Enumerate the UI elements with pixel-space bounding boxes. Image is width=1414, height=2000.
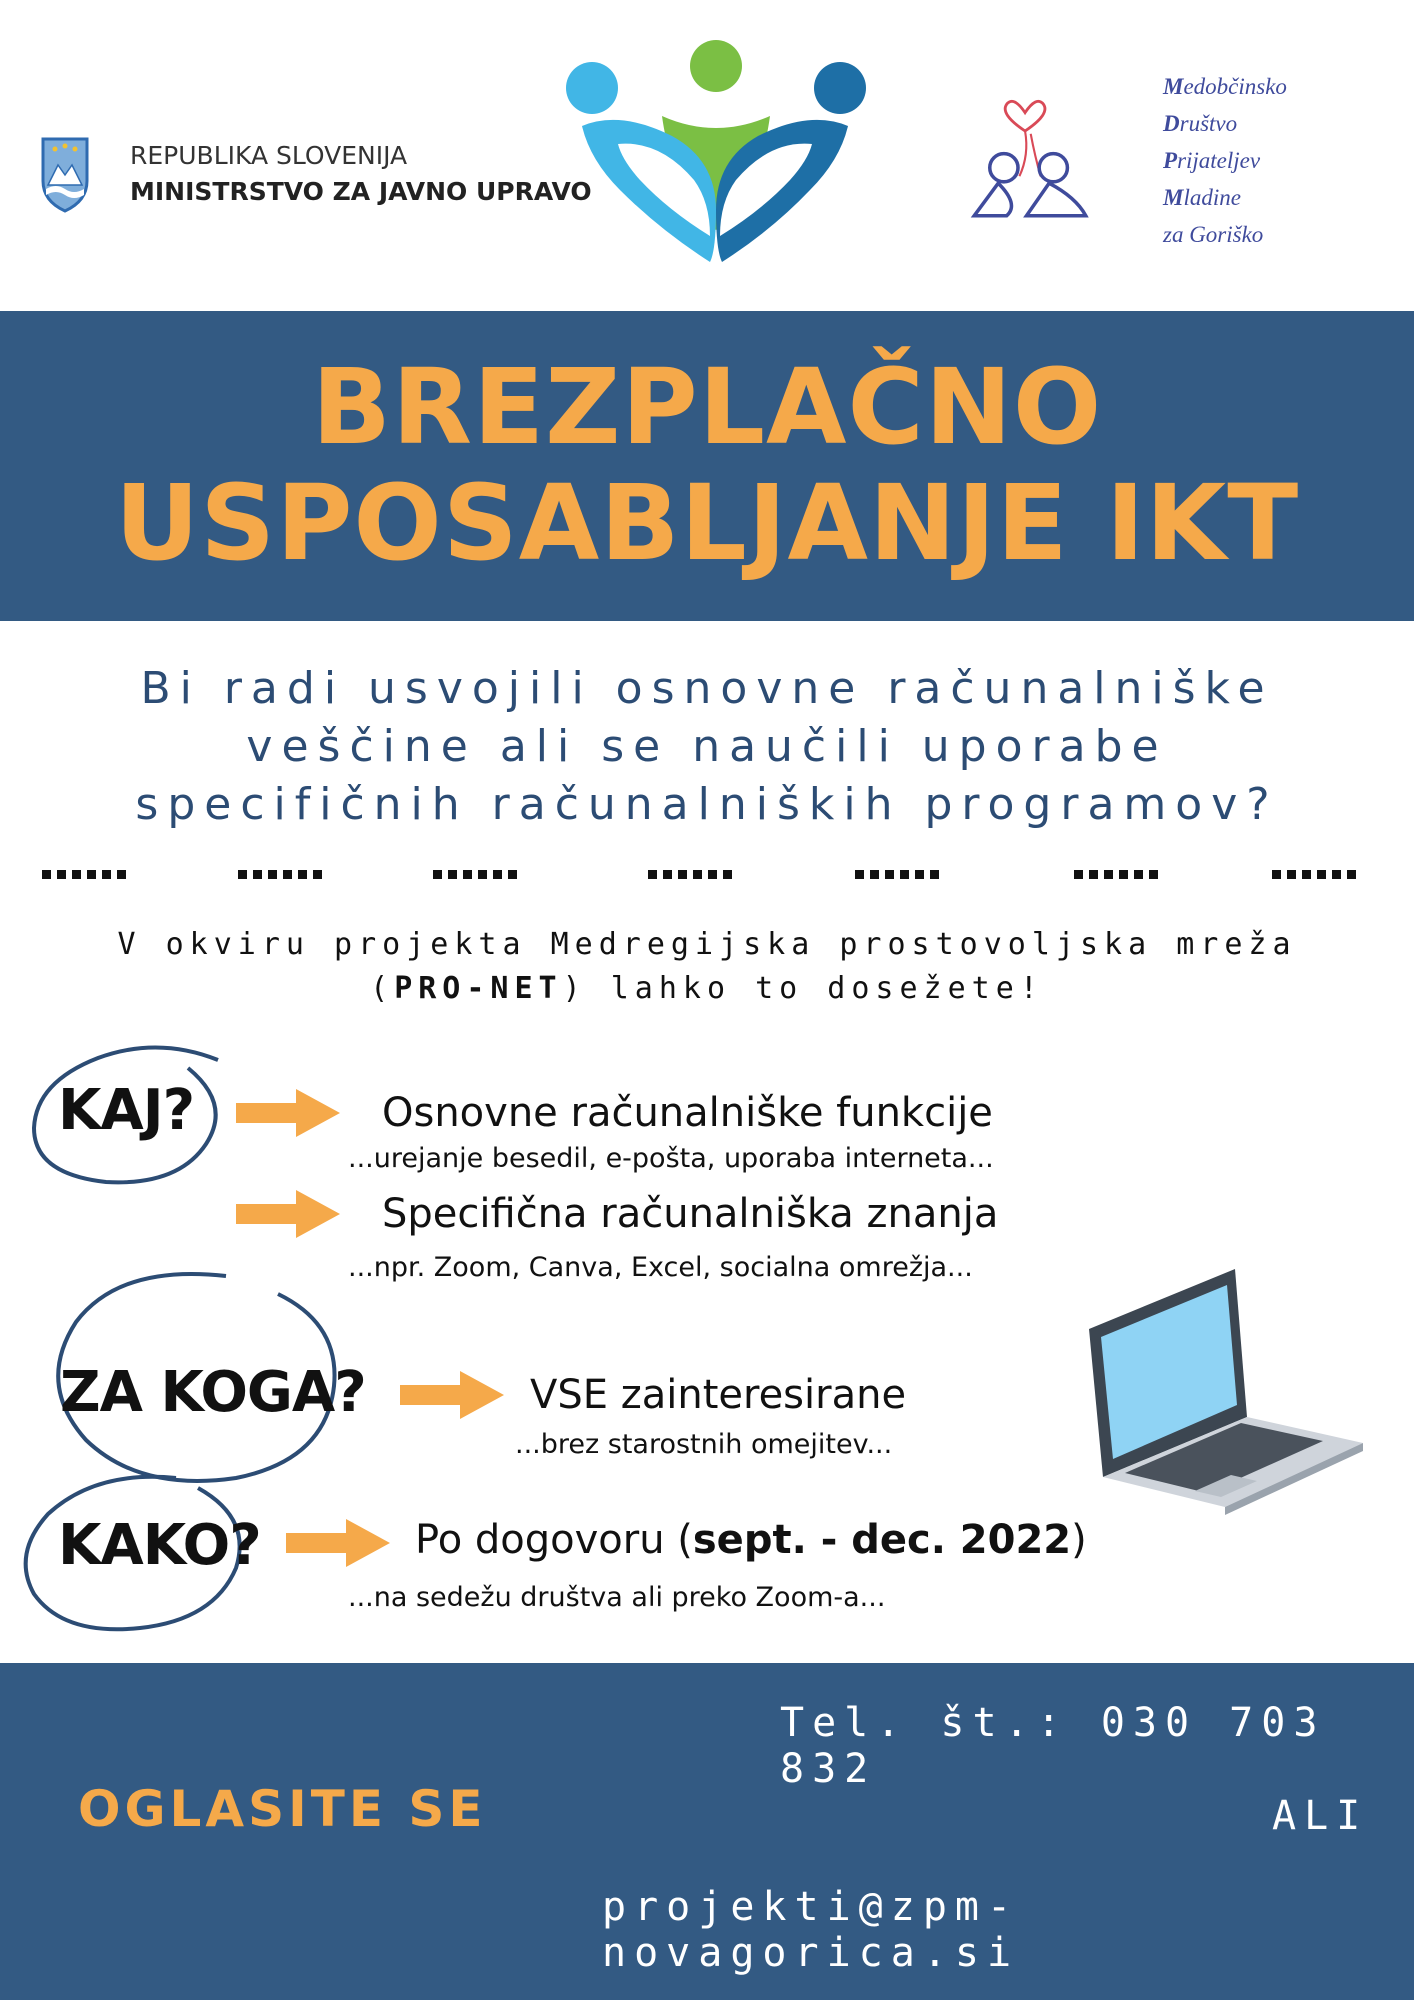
assoc-initial: M [1163, 74, 1184, 99]
kako-detail: ...na sedežu društva ali preko Zoom-a... [348, 1582, 886, 1613]
ministry-country: REPUBLIKA SLOVENIJA [130, 141, 408, 170]
project-line-2 [0, 967, 1414, 1011]
association-logo-icon [970, 65, 1090, 245]
project-line-1: V okviru projekta Medregijska prostovoljska mreža [117, 927, 1297, 962]
assoc-word: za Goriško [1163, 222, 1264, 247]
kako-label: KAKO? [58, 1513, 261, 1578]
arrow-right-icon [400, 1371, 504, 1419]
assoc-initial: D [1163, 111, 1180, 136]
laptop-icon [1085, 1255, 1365, 1515]
kaj-item1-title: Osnovne računalniške funkcije [382, 1090, 993, 1136]
za-koga-label: ZA KOGA? [60, 1360, 366, 1425]
dotted-divider [0, 870, 1414, 884]
people-heart-logo-icon [560, 40, 870, 270]
assoc-word: ladine [1183, 185, 1241, 210]
za-koga-title: VSE zainteresirane [530, 1372, 907, 1418]
phone-number: Tel. št.: 030 703 832 [780, 1700, 1326, 1792]
title-line-1: BREZPLAČNO [311, 346, 1103, 468]
question-line: Bi radi usvojili osnovne računalniške [140, 663, 1274, 714]
kako-date-range: sept. - dec. 2022 [692, 1517, 1072, 1563]
kako-title [415, 1517, 1087, 1563]
kaj-item2-detail: ...npr. Zoom, Canva, Excel, socialna omrežja... [348, 1252, 973, 1283]
ministry-logo [40, 135, 592, 213]
paren-open: ( [370, 971, 395, 1006]
assoc-word: ruštvo [1179, 111, 1238, 136]
assoc-initial: P [1163, 148, 1178, 173]
assoc-word: edobčinsko [1183, 74, 1287, 99]
question-line: veščine ali se naučili uporabe [246, 721, 1168, 772]
question-line: specifičnih računalniških programov? [135, 779, 1279, 830]
kako-title-suffix: ) [1071, 1517, 1087, 1563]
intro-question [0, 660, 1414, 834]
kaj-item2-title: Specifična računalniška znanja [382, 1191, 999, 1237]
project-intro [0, 923, 1414, 1011]
kaj-label: KAJ? [58, 1078, 195, 1143]
slovenia-coat-of-arms-icon [40, 135, 90, 213]
project-acronym: PRO-NET [394, 971, 563, 1006]
arrow-right-icon [236, 1089, 340, 1137]
kako-title-prefix: Po dogovoru ( [415, 1517, 693, 1563]
call-to-action: OGLASITE SE [78, 1780, 487, 1838]
za-koga-detail: ...brez starostnih omejitev... [515, 1429, 893, 1460]
association-name [1163, 68, 1287, 253]
project-suffix: ) lahko to dosežete! [562, 971, 1044, 1006]
ministry-name: MINISTRSTVO ZA JAVNO UPRAVO [130, 177, 592, 206]
assoc-initial: M [1163, 185, 1184, 210]
arrow-right-icon [286, 1519, 390, 1567]
title-line-2: USPOSABLJANJE IKT [114, 462, 1300, 584]
assoc-word: rijateljev [1177, 148, 1261, 173]
kaj-item1-detail: ...urejanje besedil, e-pošta, uporaba interneta... [348, 1143, 994, 1174]
email-address[interactable]: projekti@zpm-novagorica.si [602, 1884, 1020, 1976]
or-separator: ALI [1272, 1793, 1369, 1839]
arrow-right-icon [236, 1190, 340, 1238]
